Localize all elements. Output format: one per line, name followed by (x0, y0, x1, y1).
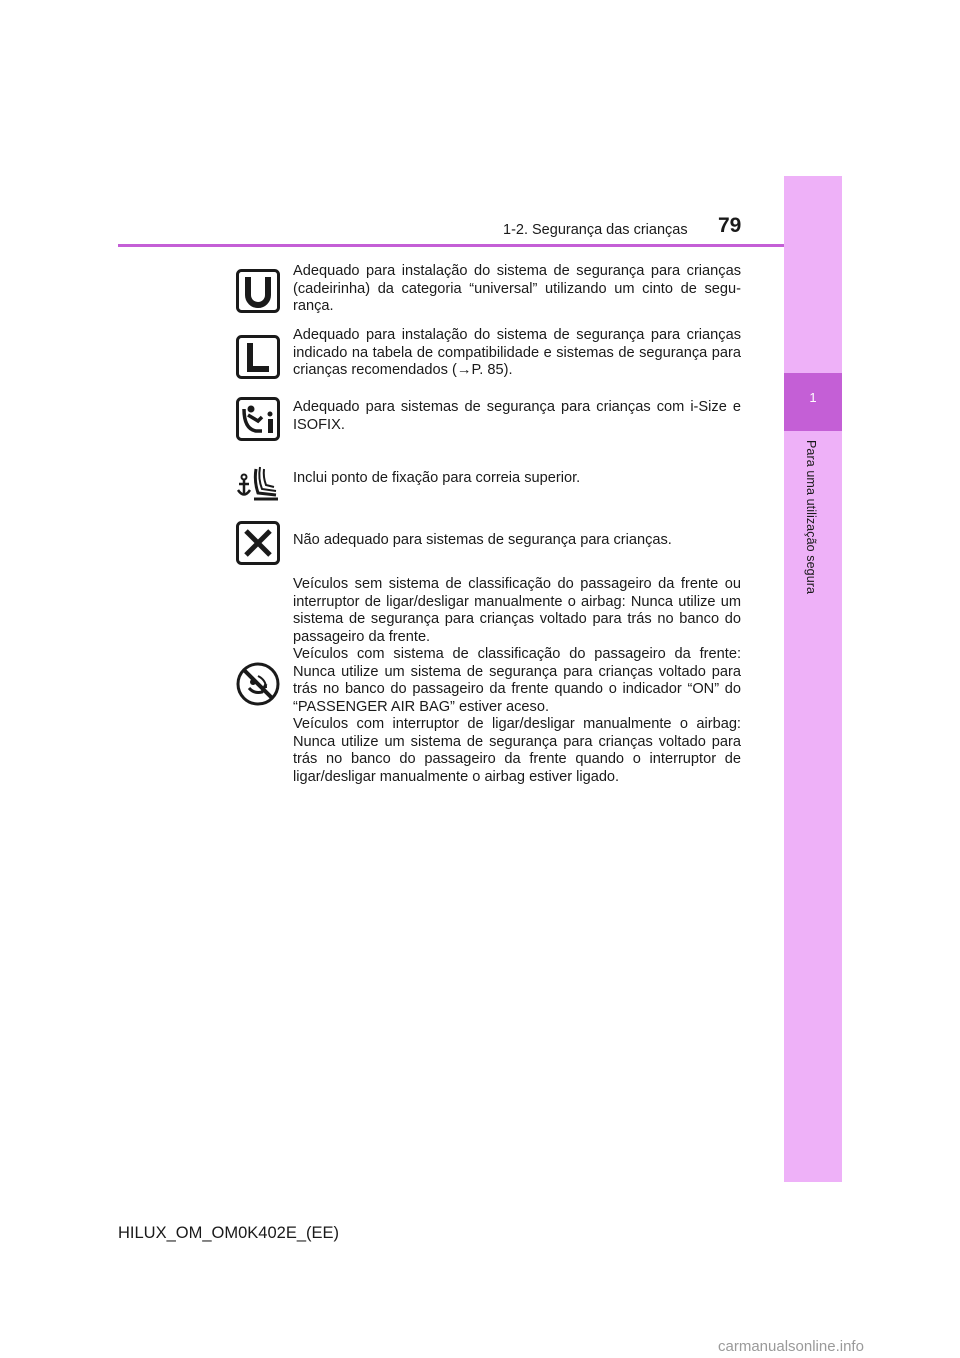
i-size-seat-icon (236, 397, 280, 441)
universal-u-icon (236, 269, 280, 313)
arrow-glyph: → (456, 362, 472, 378)
page-reference-link[interactable]: P. 85). (471, 362, 513, 378)
paragraph: Veículos sem sistema de classificação do passageiro da frente ou interruptor de ligar/desligar manualmente o airbag: Nunca utilize um sistema de segurança para crianças voltado para trás no banco do passageiro da frente. (293, 576, 741, 645)
paragraph: Veículos com sistema de classificação do passageiro da frente: Nunca utilize um sistema de segurança para crianças voltado para trás no banco do passageiro da frente quando o indicador “ON” do “PASSENGER AIR BAG” estiver aceso. (293, 646, 741, 715)
header-rule (118, 244, 784, 247)
entry-description (293, 327, 741, 380)
chapter-title: Para uma utilização segura (804, 440, 818, 595)
page-number: 79 (718, 214, 742, 237)
limited-l-icon (236, 335, 280, 379)
not-suitable-x-icon (236, 521, 280, 565)
entry-description: Adequado para instalação do sistema de segurança para crianças (cadeirinha) da categoria “universal” utilizando um cinto de segurança. (293, 263, 741, 314)
entry-description (293, 576, 741, 786)
entry-description: Inclui ponto de fixação para correia superior. (293, 470, 581, 486)
no-rear-facing-seat-icon (236, 662, 280, 706)
section-title: 1-2. Segurança das crianças (503, 222, 688, 238)
paragraph: Veículos com interruptor de ligar/desligar manualmente o airbag: Nunca utilize um sistema de segurança para crianças voltado para trás no banco do passageiro da frente quando o interruptor de ligar/desligar manualmente o airbag estiver ligado. (293, 716, 741, 785)
chapter-number: 1 (809, 390, 817, 405)
entry-description: Adequado para sistemas de segurança para crianças com i-Size e ISOFIX. (293, 399, 741, 433)
watermark: carmanualsonline.info (718, 1338, 864, 1355)
chapter-side-tab (784, 176, 842, 1182)
entry-text-before: Adequado para instalação do sistema de segurança para crianças indicado na tabela de compatibilidade e sistemas de segurança para crianças recomendados ( (293, 327, 741, 378)
document-code: HILUX_OM_OM0K402E_(EE) (118, 1224, 340, 1242)
top-tether-anchor-icon (236, 463, 280, 507)
entry-description: Não adequado para sistemas de segurança para crianças. (293, 532, 672, 548)
